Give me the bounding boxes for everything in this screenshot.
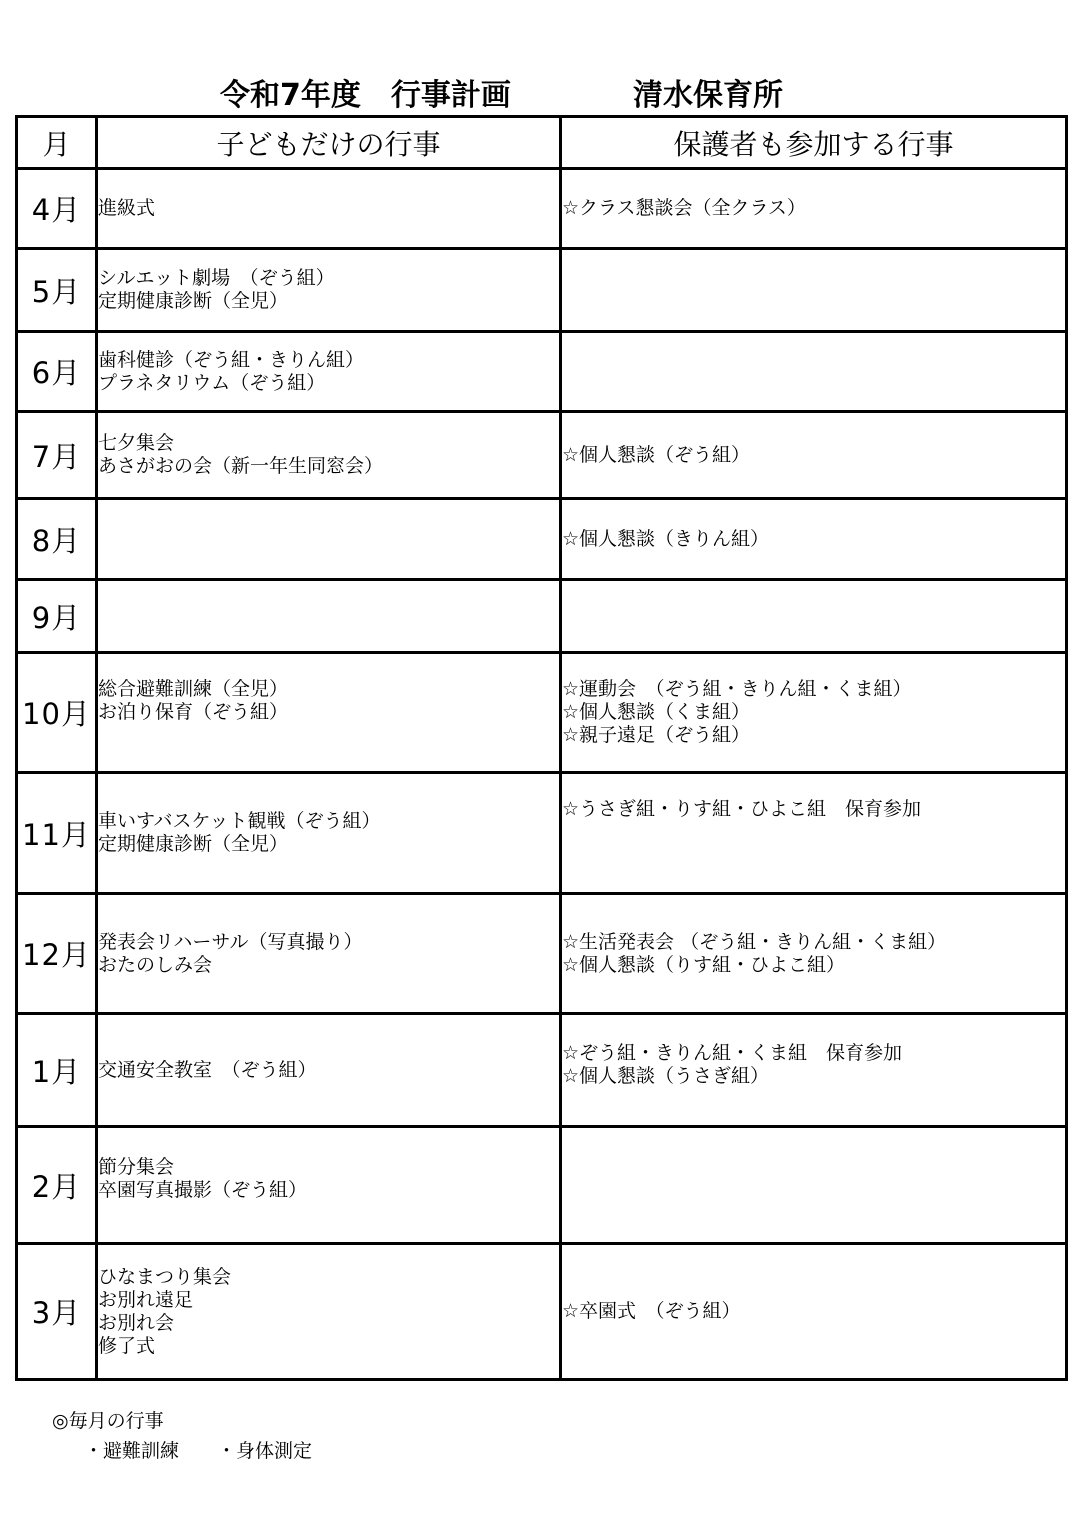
event-line: 進級式 (98, 197, 156, 219)
event-line: 卒園写真撮影（ぞう組） (98, 1179, 308, 1201)
event-line: 修了式 (98, 1334, 156, 1357)
table-header-row (17, 117, 1067, 169)
children-events (97, 773, 561, 894)
parent-events (561, 1127, 1067, 1244)
event-line: ☆うさぎ組・りす組・ひよこ組 保育参加 (562, 798, 922, 820)
table-row (17, 653, 1067, 773)
event-line: ☆個人懇談（くま組） (562, 701, 751, 723)
monthly-events-items: ・避難訓練 ・身体測定 (84, 1440, 313, 1462)
children-events (97, 1244, 561, 1380)
monthly-events-note (52, 1406, 312, 1466)
month-cell: 4月 (17, 169, 97, 249)
event-line: 節分集会 (98, 1156, 175, 1178)
event-line: 定期健康診断（全児） (98, 833, 289, 855)
event-line: ☆個人懇談（りす組・ひよこ組） (562, 953, 846, 976)
children-events (97, 580, 561, 653)
monthly-events-heading: ◎毎月の行事 (52, 1410, 164, 1432)
event-line: ☆クラス懇談会（全クラス） (562, 197, 806, 219)
event-line: あさがおの会（新一年生同窓会） (98, 455, 384, 477)
table-row (17, 412, 1067, 499)
event-line: プラネタリウム（ぞう組） (98, 371, 326, 394)
event-line: 車いすバスケット観戦（ぞう組） (98, 810, 381, 832)
table-row (17, 169, 1067, 249)
event-line: 交通安全教室 （ぞう組） (98, 1058, 317, 1081)
table-row (17, 332, 1067, 412)
parent-events (561, 1014, 1067, 1127)
table-row (17, 1127, 1067, 1244)
event-line: ☆個人懇談（うさぎ組） (562, 1065, 770, 1087)
month-cell: 12月 (17, 894, 97, 1014)
page-title (0, 70, 1080, 114)
month-cell: 11月 (17, 773, 97, 894)
event-line: ☆ぞう組・きりん組・くま組 保育参加 (562, 1042, 903, 1064)
month-cell: 1月 (17, 1014, 97, 1127)
parent-events (561, 1244, 1067, 1380)
event-line: 七夕集会 (98, 432, 175, 454)
month-cell: 3月 (17, 1244, 97, 1380)
children-events (97, 1127, 561, 1244)
event-line: ☆個人懇談（きりん組） (562, 527, 770, 550)
month-cell: 5月 (17, 249, 97, 332)
event-line: お別れ遠足 (98, 1288, 194, 1311)
header-parent-events: 保護者も参加する行事 (561, 117, 1067, 169)
header-month: 月 (17, 117, 97, 169)
parent-events (561, 653, 1067, 773)
parent-events (561, 580, 1067, 653)
parent-events (561, 773, 1067, 894)
event-line: 総合避難訓練（全児） (98, 678, 289, 700)
children-events (97, 1014, 561, 1127)
children-events (97, 499, 561, 580)
parent-events (561, 894, 1067, 1014)
table-row (17, 249, 1067, 332)
parent-events (561, 332, 1067, 412)
event-line: ☆運動会 （ぞう組・きりん組・くま組） (562, 678, 912, 700)
table-row (17, 1014, 1067, 1127)
event-line: ☆卒園式 （ぞう組） (562, 1300, 741, 1322)
parent-events (561, 169, 1067, 249)
plan-title: 令和7年度 行事計画 (220, 78, 511, 113)
children-events (97, 894, 561, 1014)
event-line: お泊り保育（ぞう組） (98, 701, 289, 723)
parent-events (561, 412, 1067, 499)
parent-events (561, 249, 1067, 332)
month-cell: 9月 (17, 580, 97, 653)
event-plan-table (15, 115, 1068, 1381)
table-row (17, 1244, 1067, 1380)
event-line: 定期健康診断（全児） (98, 290, 289, 312)
table-row (17, 894, 1067, 1014)
event-line: 歯科健診（ぞう組・きりん組） (98, 348, 365, 371)
table-row (17, 773, 1067, 894)
facility-name: 清水保育所 (633, 78, 783, 113)
event-line: ☆親子遠足（ぞう組） (562, 724, 751, 746)
table-row (17, 580, 1067, 653)
month-cell: 7月 (17, 412, 97, 499)
event-line: お別れ会 (98, 1311, 175, 1334)
event-line: ☆個人懇談（ぞう組） (562, 443, 751, 466)
month-cell: 8月 (17, 499, 97, 580)
children-events (97, 653, 561, 773)
header-children-events: 子どもだけの行事 (97, 117, 561, 169)
children-events (97, 412, 561, 499)
children-events (97, 249, 561, 332)
event-line: ☆生活発表会 （ぞう組・きりん組・くま組） (562, 930, 947, 953)
event-line: 発表会リハーサル（写真撮り） (98, 930, 363, 953)
children-events (97, 332, 561, 412)
month-cell: 2月 (17, 1127, 97, 1244)
parent-events (561, 499, 1067, 580)
event-line: おたのしみ会 (98, 953, 213, 976)
children-events (97, 169, 561, 249)
event-line: ひなまつり集会 (98, 1265, 232, 1288)
event-line: シルエット劇場 （ぞう組） (98, 267, 335, 289)
table-row (17, 499, 1067, 580)
month-cell: 10月 (17, 653, 97, 773)
month-cell: 6月 (17, 332, 97, 412)
